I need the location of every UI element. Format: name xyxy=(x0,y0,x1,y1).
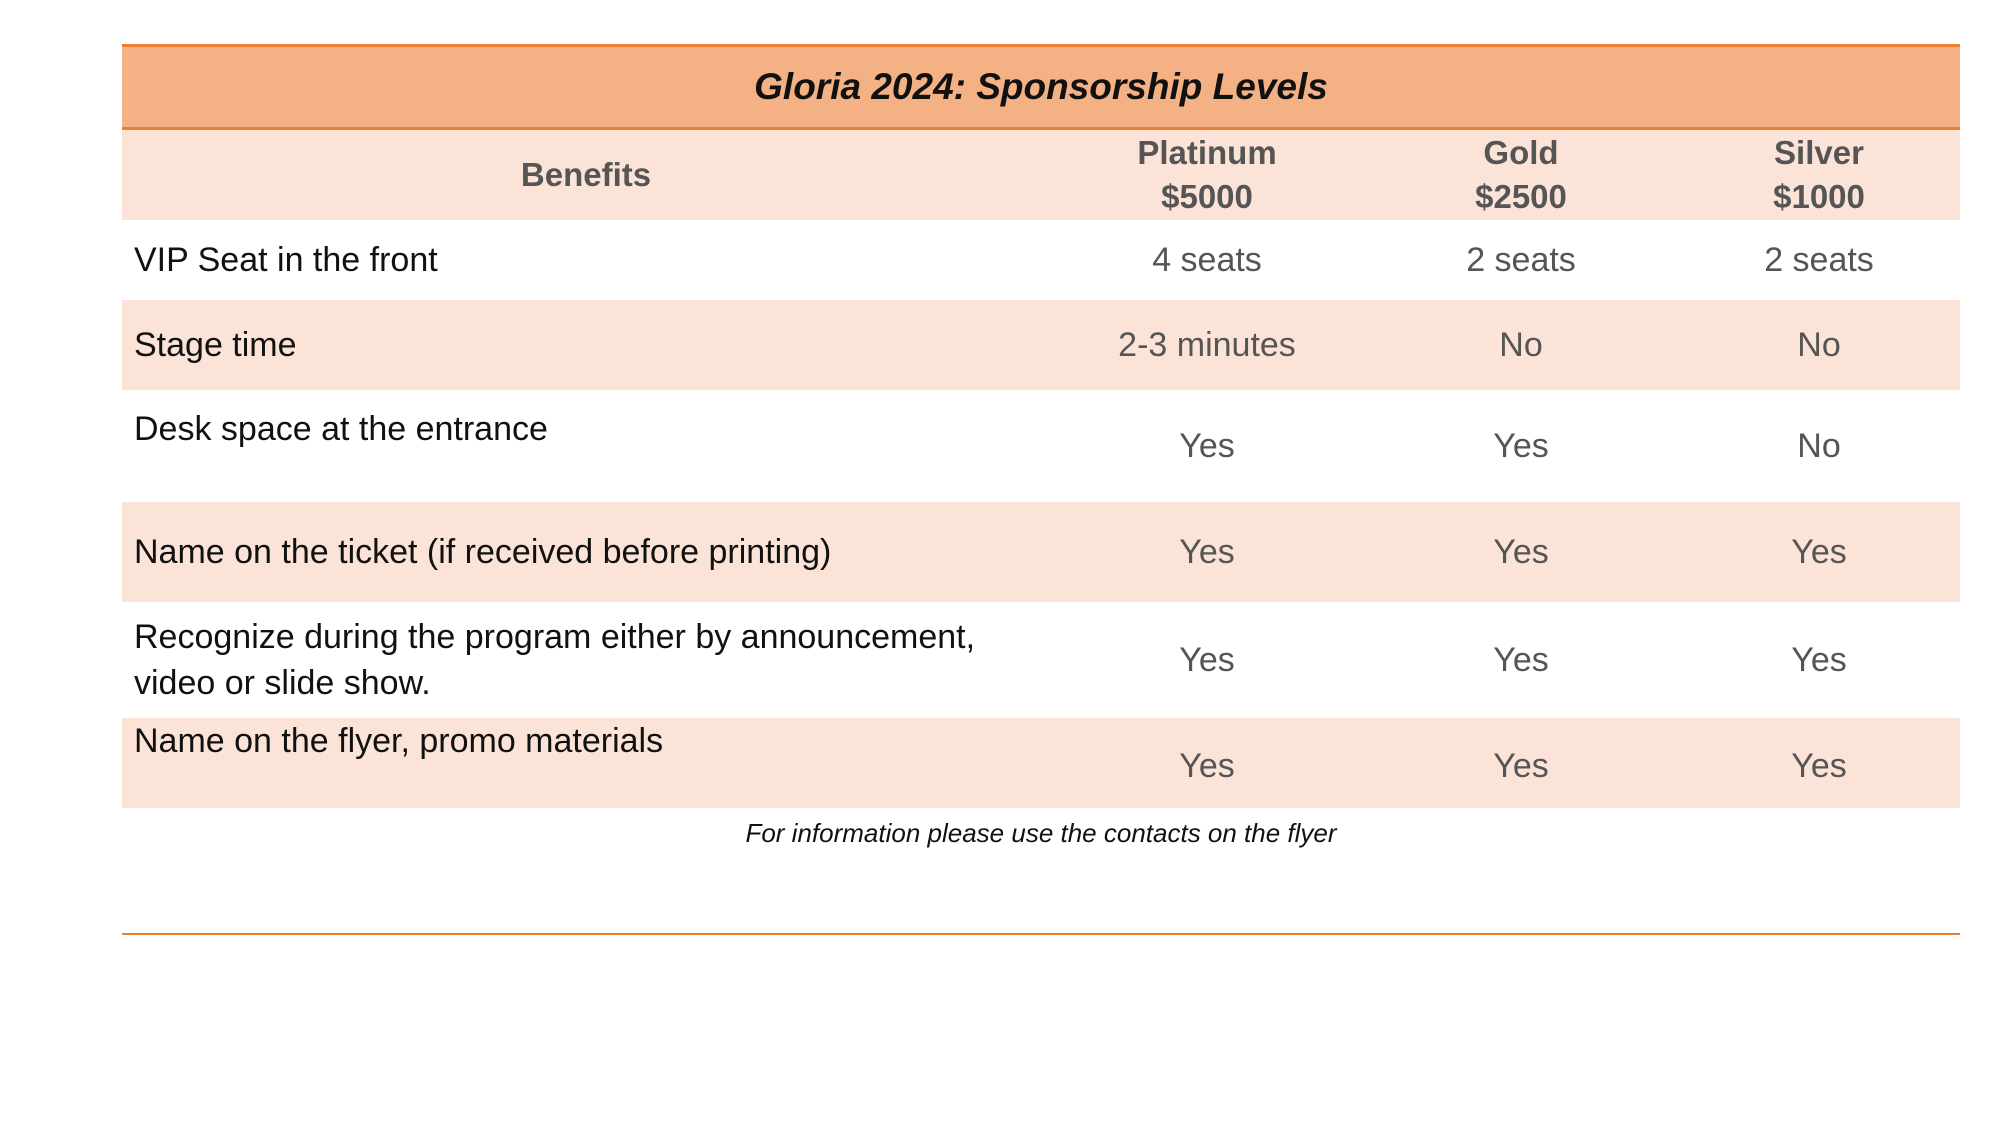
platinum-price: $5000 xyxy=(1161,178,1253,215)
silver-cell: No xyxy=(1797,325,1841,364)
header-row xyxy=(122,130,1960,220)
platinum-cell: Yes xyxy=(1179,426,1235,465)
gold-cell: Yes xyxy=(1493,532,1549,571)
gold-cell: Yes xyxy=(1493,640,1549,679)
benefit-cell: VIP Seat in the front xyxy=(134,240,438,279)
table-row xyxy=(122,220,1960,300)
table-row xyxy=(122,718,1960,808)
header-benefits-label: Benefits xyxy=(520,156,652,193)
table-row xyxy=(122,390,1960,502)
table-row xyxy=(122,602,1960,718)
header-silver xyxy=(1678,130,1960,220)
benefit-cell: Name on the flyer, promo materials xyxy=(134,722,664,760)
platinum-cell: Yes xyxy=(1179,532,1235,571)
platinum-cell: 2-3 minutes xyxy=(1118,325,1296,364)
platinum-cell: Yes xyxy=(1179,747,1235,785)
benefit-cell: Name on the ticket (if received before printing) xyxy=(134,532,832,571)
platinum-name: Platinum xyxy=(1137,134,1277,171)
gold-cell: Yes xyxy=(1493,426,1549,465)
table-title-row xyxy=(122,44,1960,130)
footnote: For information please use the contacts on the flyer xyxy=(745,818,1337,848)
table-title: Gloria 2024: Sponsorship Levels xyxy=(754,66,1328,107)
silver-name: Silver xyxy=(1774,134,1864,171)
bottom-divider xyxy=(122,933,1960,935)
silver-cell: Yes xyxy=(1791,532,1847,571)
benefit-cell: Stage time xyxy=(134,325,297,364)
gold-price: $2500 xyxy=(1475,178,1567,215)
header-benefits xyxy=(122,130,1050,220)
silver-price: $1000 xyxy=(1773,178,1865,215)
header-platinum xyxy=(1050,130,1364,220)
silver-cell: 2 seats xyxy=(1764,240,1874,279)
header-gold xyxy=(1364,130,1678,220)
platinum-cell: Yes xyxy=(1179,640,1235,679)
gold-cell: 2 seats xyxy=(1466,240,1576,279)
gold-name: Gold xyxy=(1483,134,1559,171)
gold-cell: Yes xyxy=(1493,747,1549,785)
platinum-cell: 4 seats xyxy=(1152,240,1262,279)
gold-cell: No xyxy=(1499,325,1543,364)
table-row xyxy=(122,300,1960,390)
table-row xyxy=(122,502,1960,602)
benefit-cell: Desk space at the entrance xyxy=(134,410,548,448)
silver-cell: No xyxy=(1797,426,1841,465)
benefit-cell: Recognize during the program either by announcement, video or slide show. xyxy=(134,618,976,702)
silver-cell: Yes xyxy=(1791,640,1847,679)
sponsorship-table xyxy=(122,44,1960,849)
silver-cell: Yes xyxy=(1791,747,1847,785)
